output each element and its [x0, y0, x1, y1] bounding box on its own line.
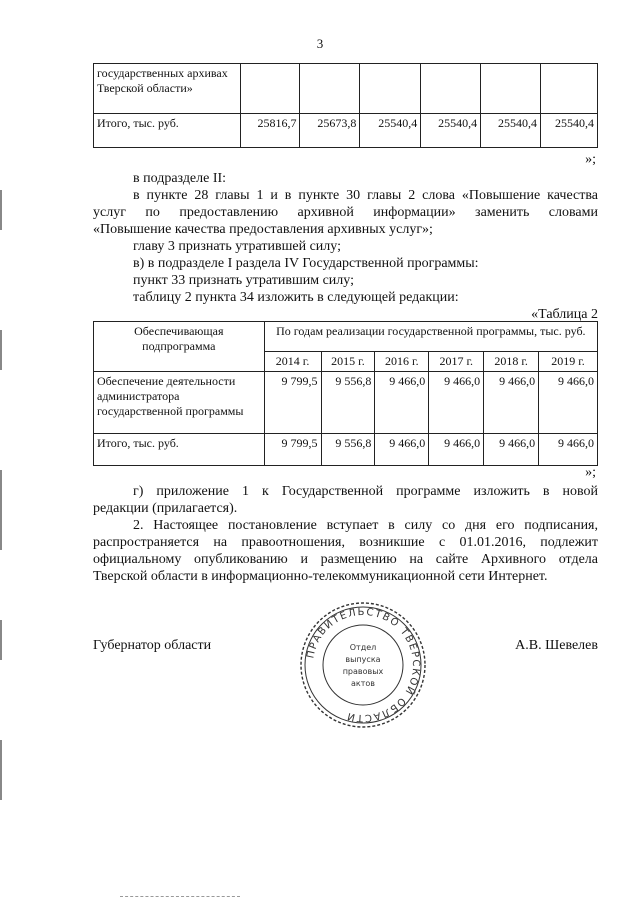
cell: 9 466,0 — [484, 372, 539, 434]
table-row — [94, 434, 598, 466]
cell: 9 466,0 — [375, 434, 429, 466]
row-label: Итого, тыс. руб. — [94, 434, 265, 466]
paragraph: официальному опубликованию и размещению на сайте Архивного отдела — [93, 552, 598, 567]
cell — [541, 64, 598, 114]
stamp-line: правовых — [342, 667, 384, 676]
cell: 25673,8 — [300, 114, 360, 148]
paragraph: в пункте 28 главы 1 и в пункте 30 главы 2 слова «Повышение качества — [133, 188, 598, 203]
table-2 — [93, 321, 598, 466]
cell: 25540,4 — [421, 114, 481, 148]
scan-margin-mark — [0, 620, 2, 660]
signature-name: А.В. Шевелев — [515, 638, 598, 653]
scan-bottom-dash — [120, 896, 240, 897]
cell: 9 466,0 — [539, 372, 598, 434]
cell: 9 466,0 — [484, 434, 539, 466]
scan-margin-mark — [0, 470, 2, 550]
cell: 9 466,0 — [539, 434, 598, 466]
table-row — [94, 372, 598, 434]
cell: 9 466,0 — [429, 372, 484, 434]
scan-margin-mark — [0, 190, 2, 230]
cell: 25540,4 — [541, 114, 598, 148]
row-label: государственных архивах Тверской области» — [94, 64, 241, 114]
stamp-line: выпуска — [345, 655, 381, 664]
paragraph: в подразделе II: — [133, 171, 227, 186]
header-subprogram: Обеспечивающая подпрограмма — [94, 322, 265, 372]
header-years: По годам реализации государственной программы, тыс. руб. — [264, 322, 597, 352]
year-header: 2015 г. — [321, 352, 375, 372]
table-continuation — [93, 63, 598, 148]
table-caption: «Таблица 2 — [531, 307, 598, 322]
table-row — [94, 64, 598, 114]
paragraph: таблицу 2 пункта 34 изложить в следующей редакции: — [133, 290, 459, 305]
quote-close: »; — [585, 465, 596, 480]
stamp-line: Отдел — [349, 643, 377, 652]
scan-margin-mark — [0, 330, 2, 370]
signature-position: Губернатор области — [93, 638, 212, 653]
cell — [240, 64, 300, 114]
paragraph: г) приложение 1 к Государственной программе изложить в новой — [133, 484, 598, 499]
scan-margin-mark — [0, 740, 2, 800]
cell — [360, 64, 421, 114]
stamp-ring-text: ПРАВИТЕЛЬСТВО ТВЕРСКОЙ ОБЛАСТИ — [305, 606, 422, 724]
official-stamp — [298, 600, 428, 730]
year-header: 2014 г. — [264, 352, 321, 372]
year-header: 2016 г. — [375, 352, 429, 372]
cell: 9 799,5 — [264, 434, 321, 466]
cell: 9 556,8 — [321, 434, 375, 466]
paragraph: редакции (прилагается). — [93, 501, 238, 516]
cell: 9 466,0 — [375, 372, 429, 434]
cell — [421, 64, 481, 114]
year-header: 2018 г. — [484, 352, 539, 372]
paragraph: услуг по предоставлению архивной информации» заменить словами — [93, 205, 598, 220]
cell: 25540,4 — [481, 114, 541, 148]
year-header: 2019 г. — [539, 352, 598, 372]
cell: 9 466,0 — [429, 434, 484, 466]
cell — [481, 64, 541, 114]
paragraph: Тверской области в информационно-телекоммуникационной сети Интернет. — [93, 569, 548, 584]
paragraph: пункт 33 признать утратившим силу; — [133, 273, 354, 288]
paragraph: 2. Настоящее постановление вступает в силу со дня его подписания, — [133, 518, 598, 533]
cell: 9 799,5 — [264, 372, 321, 434]
quote-close: »; — [585, 152, 596, 167]
cell: 25816,7 — [240, 114, 300, 148]
page-number: 3 — [316, 36, 324, 51]
paragraph: распространяется на правоотношения, возникшие с 01.01.2016, подлежит — [93, 535, 598, 550]
paragraph: главу 3 признать утратившей силу; — [133, 239, 341, 254]
cell: 25540,4 — [360, 114, 421, 148]
paragraph: в) в подразделе I раздела IV Государственной программы: — [133, 256, 479, 271]
row-label: Обеспечение деятельности администратора государственной программы — [94, 372, 265, 434]
stamp-line: актов — [350, 679, 376, 688]
cell — [300, 64, 360, 114]
year-header: 2017 г. — [429, 352, 484, 372]
table-row — [94, 114, 598, 148]
paragraph: «Повышение качества предоставления архивных услуг»; — [93, 222, 433, 237]
cell: 9 556,8 — [321, 372, 375, 434]
row-label: Итого, тыс. руб. — [94, 114, 241, 148]
